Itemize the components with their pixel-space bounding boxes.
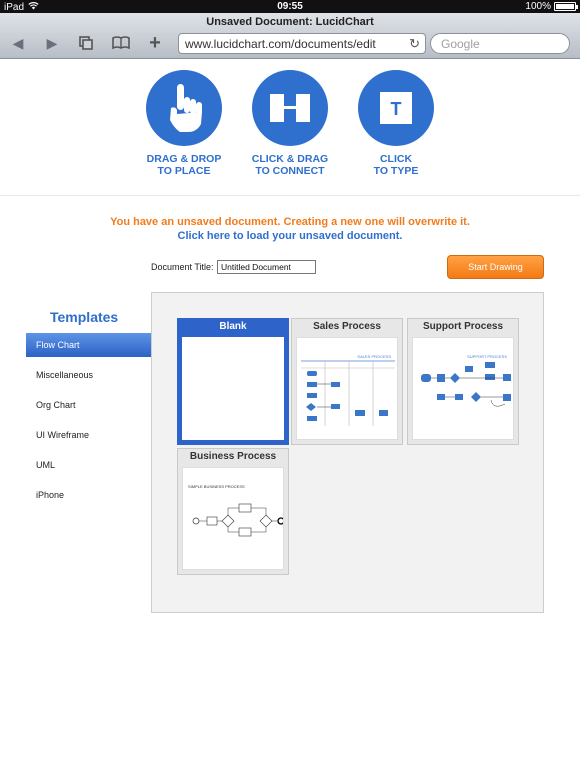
- feature-label: CLICK: [379, 153, 413, 165]
- template-name: Support Process: [422, 321, 504, 332]
- thumbnail-title: SALES PROCESS: [357, 354, 391, 359]
- browser-toolbar: [0, 13, 580, 59]
- template-card-business-process[interactable]: [177, 448, 289, 575]
- feature-connect: [235, 70, 345, 177]
- feature-label: CLICK & DRAG: [251, 153, 329, 165]
- svg-text:T: T: [390, 99, 402, 119]
- category-uml[interactable]: UML: [36, 460, 56, 470]
- unsaved-message: You have an unsaved document. Creating a new one will overwrite it.: [110, 216, 470, 228]
- template-card-support-process[interactable]: [407, 318, 519, 445]
- carrier-label: iPad: [4, 1, 25, 13]
- clock: 09:55: [277, 1, 303, 12]
- category-ui-wireframe[interactable]: UI Wireframe: [36, 430, 90, 440]
- category-miscellaneous[interactable]: Miscellaneous: [36, 370, 94, 380]
- battery-icon: [554, 2, 576, 11]
- forward-arrow-icon[interactable]: ▶: [46, 35, 58, 51]
- feature-banner: [0, 60, 580, 196]
- pages-icon[interactable]: [76, 34, 96, 52]
- document-title-input[interactable]: Untitled Document: [217, 260, 316, 274]
- text-t-icon: [358, 70, 434, 146]
- hand-pointer-icon: [146, 70, 222, 146]
- template-name: Sales Process: [313, 321, 381, 332]
- unsaved-warning: [0, 215, 580, 243]
- thumbnail-title: SIMPLE BUSINESS PROCESS: [188, 484, 245, 489]
- templates-heading: Templates: [50, 309, 119, 325]
- reload-icon[interactable]: ↻: [409, 36, 420, 51]
- battery-percent: 100%: [525, 1, 551, 12]
- category-org-chart[interactable]: Org Chart: [36, 400, 76, 410]
- template-thumbnail: [296, 337, 398, 440]
- thumbnail-title: SUPPORT PROCESS: [467, 354, 507, 359]
- feature-label: TO PLACE: [157, 165, 211, 177]
- url-field[interactable]: [178, 33, 426, 54]
- load-unsaved-link[interactable]: Click here to load your unsaved document.: [177, 230, 403, 242]
- add-bookmark-icon[interactable]: +: [149, 32, 161, 54]
- feature-label: DRAG & DROP: [146, 153, 222, 165]
- url-text: www.lucidchart.com/documents/edit: [185, 37, 376, 51]
- category-label: Flow Chart: [36, 340, 80, 350]
- template-thumbnail: [412, 337, 514, 440]
- back-arrow-icon[interactable]: ◀: [12, 35, 24, 51]
- template-card-blank[interactable]: [177, 318, 289, 445]
- feature-drag-drop: [129, 70, 239, 177]
- template-card-sales-process[interactable]: [291, 318, 403, 445]
- template-name: Business Process: [189, 451, 277, 462]
- document-title-label: Document Title:: [151, 262, 214, 272]
- bookmarks-icon[interactable]: [111, 34, 131, 52]
- template-thumbnail: [182, 337, 284, 440]
- template-thumbnail: [182, 467, 284, 570]
- category-flow-chart[interactable]: [26, 333, 168, 357]
- start-drawing-button[interactable]: Start Drawing: [447, 255, 544, 279]
- connector-icon: [252, 70, 328, 146]
- feature-type: [341, 70, 451, 177]
- page-title: Unsaved Document: LucidChart: [206, 16, 374, 28]
- template-name: Blank: [219, 321, 247, 332]
- category-iphone[interactable]: iPhone: [36, 490, 65, 500]
- status-bar: [0, 0, 580, 13]
- feature-label: TO TYPE: [373, 165, 419, 177]
- template-gallery: [151, 292, 544, 613]
- search-field[interactable]: Google: [430, 33, 570, 54]
- feature-label: TO CONNECT: [255, 165, 325, 177]
